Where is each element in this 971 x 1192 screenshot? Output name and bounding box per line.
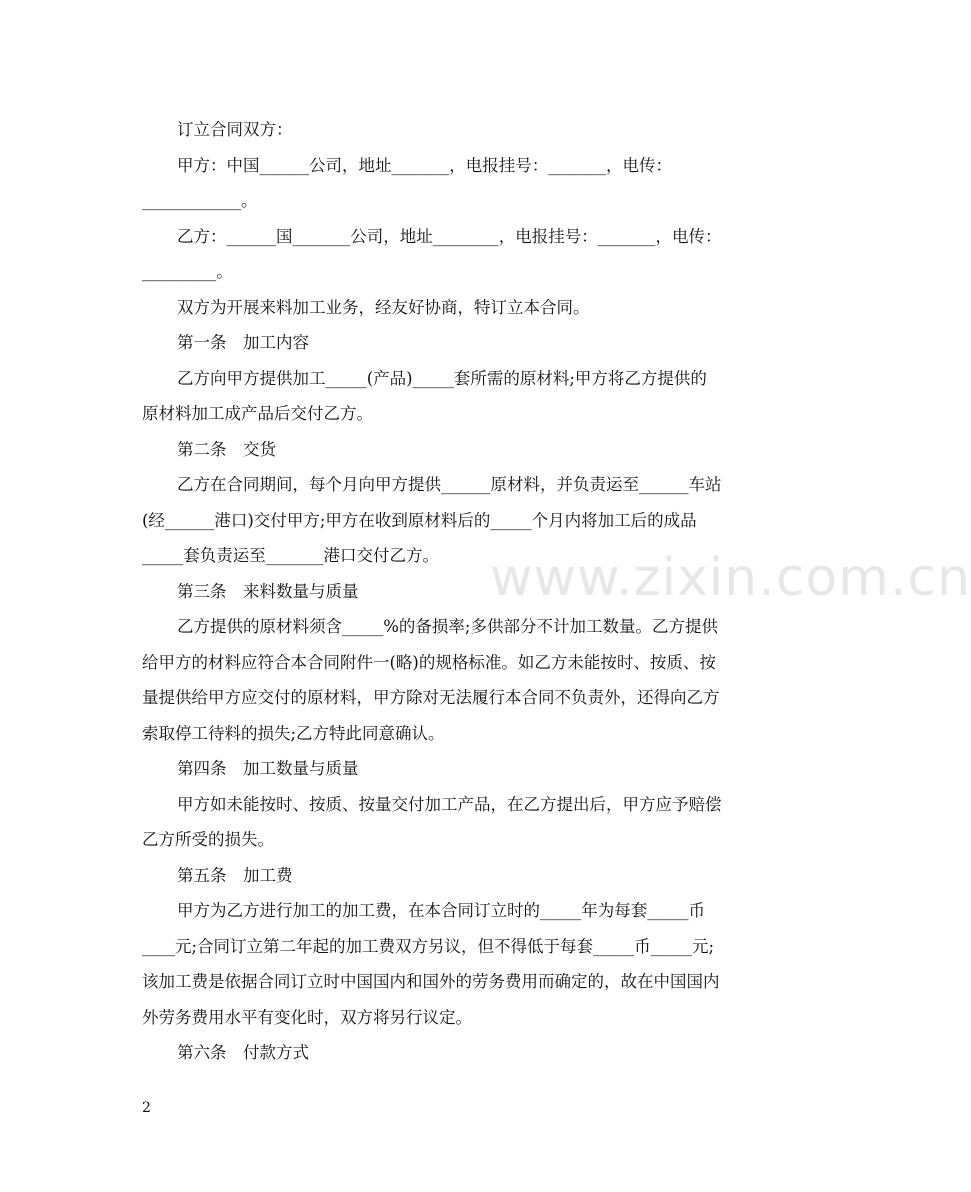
article-1-heading: 第一条 加工内容: [177, 333, 309, 352]
watermark-logo: www.zixin.com.cn: [490, 548, 971, 608]
article-4-text-line-2: 乙方所受的损失。: [142, 830, 274, 849]
article-3-text-line-2: 给甲方的材料应符合本合同附件一(略)的规格标准。如乙方未能按时、按质、按: [142, 652, 716, 672]
article-6-heading: 第六条 付款方式: [177, 1043, 309, 1062]
article-5-text-line-1: 甲方为乙方进行加工的加工费，在本合同订立时的_____年为每套_____币: [177, 901, 705, 920]
article-2-heading: 第二条 交货: [177, 439, 276, 459]
article-5-text-line-4: 外劳务费用水平有变化时，双方将另行议定。: [142, 1007, 472, 1027]
page-number: 2: [142, 1100, 151, 1116]
paragraph-parties-intro: 订立合同双方：: [177, 120, 293, 139]
article-2-text-line-2: (经______港口)交付甲方;甲方在收到原材料后的_____个月内将加工后的成品: [142, 510, 697, 530]
paragraph-party-b: 乙方：______国_______公司，地址________，电报挂号：_______，电传：: [177, 226, 722, 246]
paragraph-party-a-cont: ____________。: [142, 191, 258, 210]
article-2-text-line-3: _____套负责运至_______港口交付乙方。: [142, 546, 439, 565]
paragraph-preamble: 双方为开展来料加工业务，经友好协商，特订立本合同。: [177, 297, 590, 317]
paragraph-party-b-cont: _________。: [142, 262, 233, 281]
article-3-heading: 第三条 来料数量与质量: [177, 581, 359, 601]
article-3-text-line-3: 量提供给甲方应交付的原材料，甲方除对无法履行本合同不负责外，还得向乙方: [142, 688, 720, 707]
article-5-text-line-3: 该加工费是依据合同订立时中国国内和国外的劳务费用而确定的，故在中国国内: [142, 972, 720, 991]
article-3-text-line-1: 乙方提供的原材料须含_____%的备损率;多供部分不计加工数量。乙方提供: [177, 617, 718, 636]
article-1-text-line-2: 原材料加工成产品后交付乙方。: [142, 404, 373, 423]
article-4-text-line-1: 甲方如未能按时、按质、按量交付加工产品，在乙方提出后，甲方应予赔偿: [177, 794, 722, 814]
article-5-heading: 第五条 加工费: [177, 865, 293, 885]
paragraph-party-a: 甲方：中国______公司，地址_______，电报挂号：_______，电传：: [177, 155, 672, 175]
article-3-text-line-4: 索取停工待料的损失;乙方特此同意确认。: [142, 723, 445, 743]
article-1-text-line-1: 乙方向甲方提供加工_____(产品)_____套所需的原材料;甲方将乙方提供的: [177, 368, 707, 388]
article-2-text-line-1: 乙方在合同期间，每个月向甲方提供______原材料，并负责运至______车站: [177, 475, 722, 494]
article-4-heading: 第四条 加工数量与质量: [177, 759, 359, 778]
article-5-text-line-2: ____元;合同订立第二年起的加工费双方另议，但不得低于每套_____币_____元;: [142, 936, 715, 956]
